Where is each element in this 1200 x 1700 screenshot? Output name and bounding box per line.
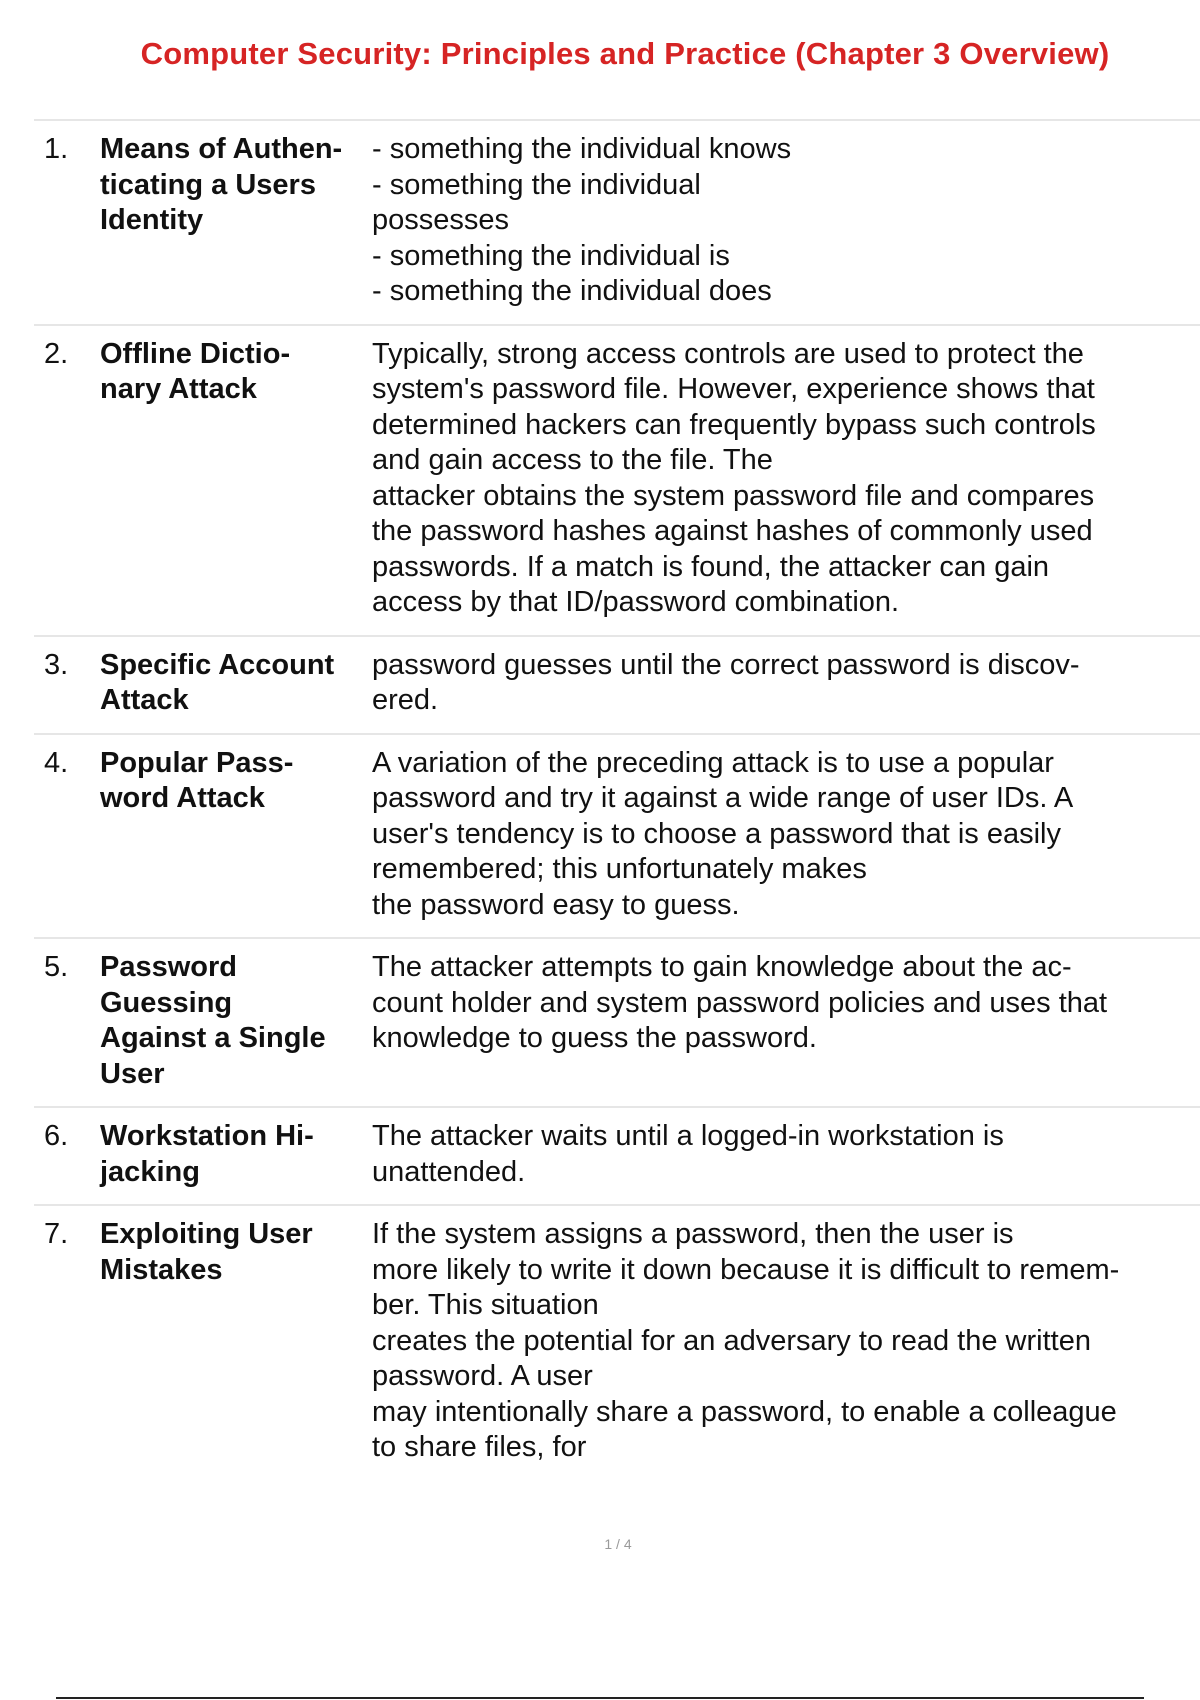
- term-line: jacking: [100, 1155, 200, 1188]
- definition-line: password. A user: [372, 1360, 593, 1392]
- row-term: [100, 1119, 372, 1190]
- table-row: [34, 1108, 1200, 1206]
- term-line: Mistakes: [100, 1253, 223, 1286]
- term-line: Popular Pass-: [100, 746, 294, 779]
- definition-line: attacker obtains the system password file and compares: [372, 479, 1095, 512]
- row-number: 4.: [44, 746, 69, 779]
- definition-line: - something the individual does: [372, 275, 772, 307]
- row-definition: [372, 132, 1200, 310]
- definition-line: user's tendency is to choose a password that is easily: [372, 817, 1062, 850]
- definition-line: ered.: [372, 684, 439, 716]
- definition-line: the password easy to guess.: [372, 888, 740, 921]
- definition-line: A variation of the preceding attack is to use a popular: [372, 746, 1054, 779]
- definition-line: determined hackers can frequently bypass such controls: [372, 408, 1096, 441]
- row-number: 3.: [44, 648, 69, 681]
- definition-line: The attacker attempts to gain knowledge about the ac-: [372, 951, 1072, 983]
- term-line: Password: [100, 951, 237, 983]
- definition-line: more likely to write it down because it is difficult to remem-: [372, 1253, 1120, 1286]
- definition-line: passwords. If a match is found, the attacker can gain: [372, 550, 1050, 583]
- table-row: [34, 326, 1200, 637]
- row-term: [100, 1217, 372, 1288]
- row-definition: [372, 1119, 1200, 1190]
- term-line: Means of Authen-: [100, 133, 343, 165]
- definition-line: If the system assigns a password, then the user is: [372, 1218, 1014, 1250]
- term-line: Identity: [100, 204, 204, 236]
- table-row: [34, 1206, 1200, 1480]
- definition-line: The attacker waits until a logged-in workstation is: [372, 1120, 1004, 1152]
- definition-line: system's password file. However, experience shows that: [372, 373, 1095, 405]
- row-number: 1.: [44, 133, 69, 165]
- row-number: 7.: [44, 1218, 69, 1250]
- row-number: 2.: [44, 337, 69, 370]
- term-line: Guessing: [100, 986, 233, 1019]
- row-term: [100, 648, 372, 719]
- row-definition: [372, 1217, 1200, 1466]
- definition-line: to share files, for: [372, 1431, 587, 1463]
- term-line: word Attack: [100, 782, 265, 814]
- term-line: Workstation Hi-: [100, 1120, 314, 1152]
- definition-line: unattended.: [372, 1155, 526, 1188]
- table-row: [34, 637, 1200, 735]
- term-line: Against a Single: [100, 1022, 326, 1054]
- definition-line: count holder and system password policies and uses that: [372, 986, 1108, 1019]
- definition-line: ber. This situation: [372, 1289, 599, 1321]
- row-definition: [372, 648, 1200, 719]
- term-line: User: [100, 1057, 165, 1090]
- definition-line: access by that ID/password combination.: [372, 586, 900, 618]
- table-row: [34, 735, 1200, 940]
- term-line: Specific Account: [100, 648, 335, 681]
- row-definition: [372, 337, 1200, 621]
- row-term: [100, 950, 372, 1092]
- definition-line: and gain access to the file. The: [372, 444, 773, 476]
- term-line: ticating a Users: [100, 168, 316, 201]
- definition-line: - something the individual knows: [372, 133, 792, 165]
- definition-line: Typically, strong access controls are used to protect the: [372, 337, 1084, 370]
- definition-line: may intentionally share a password, to enable a colleague: [372, 1395, 1117, 1428]
- row-number: 6.: [44, 1120, 69, 1152]
- row-number: 5.: [44, 951, 69, 983]
- definition-line: remembered; this unfortunately makes: [372, 853, 867, 885]
- footer-rule: [56, 1697, 1144, 1699]
- row-term: [100, 746, 372, 817]
- definition-line: creates the potential for an adversary to read the written: [372, 1324, 1091, 1357]
- definition-line: knowledge to guess the password.: [372, 1022, 817, 1054]
- row-term: [100, 337, 372, 408]
- term-line: Attack: [100, 684, 189, 716]
- terms-table: [34, 119, 1200, 1480]
- definition-line: password guesses until the correct password is discov-: [372, 648, 1080, 681]
- row-definition: [372, 950, 1200, 1057]
- table-row: [34, 121, 1200, 326]
- row-definition: [372, 746, 1200, 924]
- definition-line: - something the individual is: [372, 239, 730, 272]
- page-number: 1 / 4: [604, 1536, 632, 1552]
- definition-line: the password hashes against hashes of commonly used: [372, 515, 1093, 547]
- definition-line: password and try it against a wide range of user IDs. A: [372, 782, 1074, 814]
- table-row: [34, 939, 1200, 1108]
- term-line: Exploiting User: [100, 1218, 313, 1250]
- term-line: Offline Dictio-: [100, 337, 291, 370]
- page-title: Computer Security: Principles and Practice (Chapter 3 Overview): [140, 36, 1110, 71]
- definition-line: - something the individual: [372, 168, 701, 201]
- row-term: [100, 132, 372, 239]
- definition-line: possesses: [372, 204, 510, 236]
- term-line: nary Attack: [100, 373, 257, 405]
